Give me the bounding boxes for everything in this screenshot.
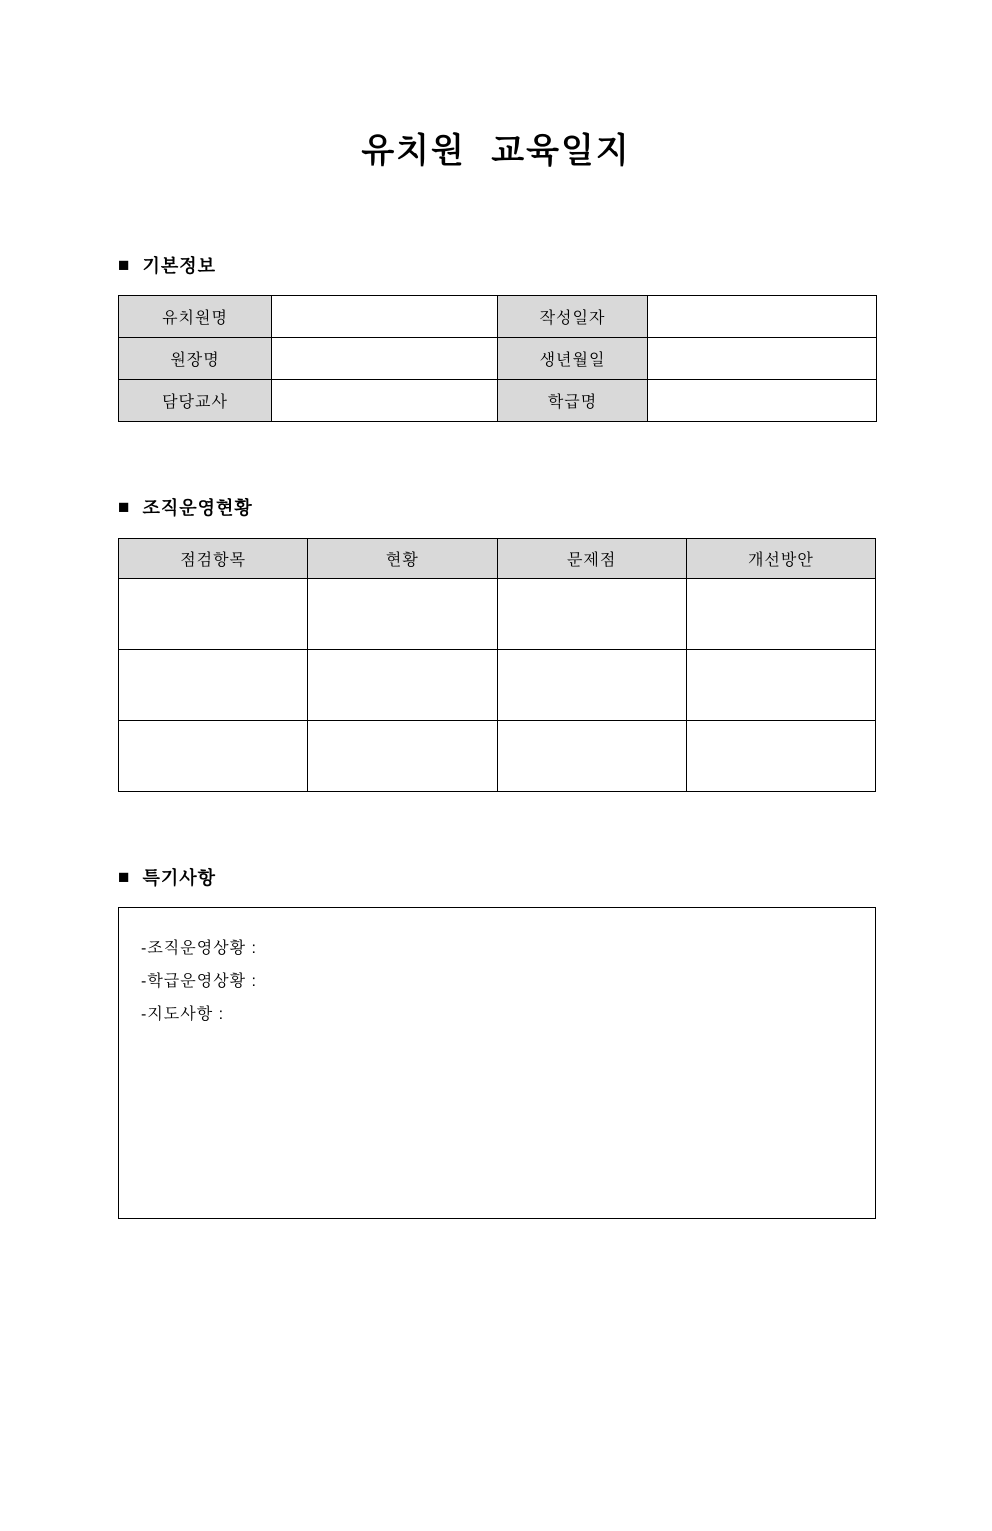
section-heading-basic-info-label: 기본정보 [142, 256, 217, 276]
section-heading-basic-info [118, 252, 876, 278]
empty-cell [686, 579, 875, 650]
table-row [119, 296, 877, 338]
empty-cell [119, 721, 308, 792]
label-cell-written-date: 작성일자 [498, 296, 648, 338]
header-cell-current-status: 현황 [308, 539, 497, 579]
square-bullet-icon: ■ [118, 866, 131, 888]
table-row [119, 721, 876, 792]
empty-cell [308, 579, 497, 650]
section-heading-org-status-label: 조직운영현황 [142, 498, 253, 518]
label-cell-teacher-in-charge: 담당교사 [119, 380, 272, 422]
table-row [119, 338, 877, 380]
value-cell-class-name [648, 380, 877, 422]
page-title: 유치원 교육일지 [361, 132, 631, 170]
value-cell-kindergarten-name [272, 296, 498, 338]
empty-cell [686, 650, 875, 721]
table-row [119, 380, 877, 422]
note-line-guidance: -지도사항 : [141, 1006, 225, 1023]
label-cell-kindergarten-name: 유치원명 [119, 296, 272, 338]
empty-cell [497, 579, 686, 650]
label-cell-birth-date: 생년월일 [498, 338, 648, 380]
header-cell-inspection-item: 점검항목 [119, 539, 308, 579]
table-row [119, 650, 876, 721]
section-heading-org-status [118, 494, 876, 520]
document-page [0, 128, 992, 1531]
empty-cell [308, 650, 497, 721]
note-line-class-operation: -학급운영상황 : [141, 973, 257, 990]
table-header-row [119, 539, 876, 579]
special-notes-box [118, 907, 876, 1219]
empty-cell [686, 721, 875, 792]
basic-info-table [118, 295, 877, 422]
org-status-table [118, 538, 876, 792]
empty-cell [308, 721, 497, 792]
value-cell-director-name [272, 338, 498, 380]
empty-cell [497, 721, 686, 792]
empty-cell [119, 650, 308, 721]
note-line-org-operation: -조직운영상황 : [141, 940, 257, 957]
square-bullet-icon: ■ [118, 496, 131, 518]
empty-cell [497, 650, 686, 721]
section-heading-special-notes [118, 864, 876, 890]
value-cell-birth-date [648, 338, 877, 380]
square-bullet-icon: ■ [118, 254, 131, 276]
header-cell-improvement-plan: 개선방안 [686, 539, 875, 579]
table-row [119, 579, 876, 650]
document-content [118, 252, 876, 1219]
empty-cell [119, 579, 308, 650]
label-cell-director-name: 원장명 [119, 338, 272, 380]
label-cell-class-name: 학급명 [498, 380, 648, 422]
value-cell-written-date [648, 296, 877, 338]
value-cell-teacher-in-charge [272, 380, 498, 422]
section-heading-special-notes-label: 특기사항 [142, 868, 217, 888]
header-cell-problems: 문제점 [497, 539, 686, 579]
